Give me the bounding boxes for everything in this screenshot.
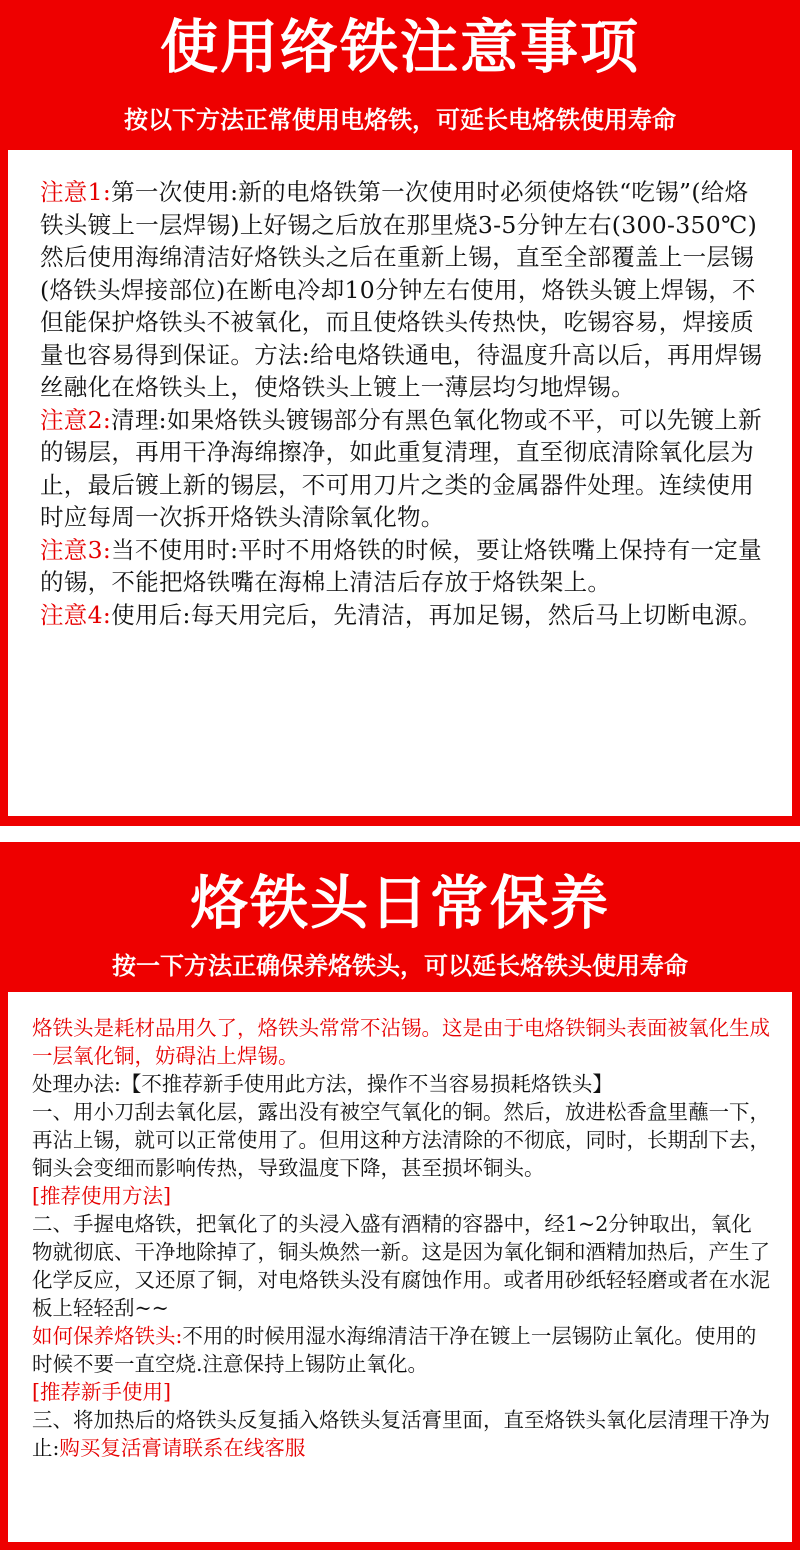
intro-text: 烙铁头是耗材品用久了，烙铁头常常不沾锡。这是由于电烙铁铜头表面被氧化生成一层氧化铜，妨碍沾上焊锡。 — [32, 1016, 770, 1068]
section-subtitle: 按以下方法正常使用电烙铁，可延长电烙铁使用寿命 — [124, 106, 676, 134]
note-text: 使用后:每天用完后，先清洁，再加足锡，然后马上切断电源。 — [111, 600, 762, 629]
section-title: 烙铁头日常保养 — [189, 869, 610, 937]
notes-text — [40, 176, 766, 631]
maintain-label: 如何保养烙铁头: — [32, 1324, 183, 1348]
section-divider — [0, 826, 800, 842]
newbie-label: [推荐新手使用] — [32, 1380, 171, 1404]
maintain-text: 不用的时候用湿水海绵清洁干净在镀上一层锡防止氧化。使用的时候不要一直空烧.注意保持上锡防止氧化。 — [32, 1324, 757, 1376]
recommend-label: [推荐使用方法] — [32, 1184, 171, 1208]
note-label: 注意3: — [40, 535, 112, 564]
maintenance-text — [32, 1014, 772, 1462]
notes-panel — [8, 150, 792, 816]
section-subtitle: 按一下方法正确保养烙铁头，可以延长烙铁头使用寿命 — [112, 952, 688, 980]
note-label: 注意2: — [40, 405, 112, 434]
contact-service-text: 购买复活膏请联系在线客服 — [59, 1436, 306, 1460]
maintenance-section — [0, 842, 800, 1550]
note-text: 当不使用时:平时不用烙铁的时候，要让烙铁嘴上保持有一定量的锡，不能把烙铁嘴在海棉上清洁后存放于烙铁架上。 — [40, 535, 762, 596]
method-one: 一、用小刀刮去氧化层，露出没有被空气氧化的铜。然后，放进松香盒里蘸一下，再沾上锡，就可以正常使用了。但用这种方法清除的不彻底，同时，长期刮下去，铜头会变细而影响传热，导致温度下降，甚至损坏铜头。 — [32, 1100, 770, 1180]
method-line: 处理办法:【不推荐新手使用此方法，操作不当容易损耗烙铁头】 — [32, 1072, 613, 1096]
note-label: 注意1: — [40, 178, 112, 206]
method-two: 二、手握电烙铁，把氧化了的头浸入盛有酒精的容器中，经1~2分钟取出，氧化物就彻底、干净地除掉了，铜头焕然一新。这是因为氧化铜和酒精加热后，产生了化学反应，又还原了铜，对电烙铁头没有腐蚀作用。或者用砂纸轻轻磨或者在水泥板上轻轻刮~~ — [32, 1212, 770, 1320]
section-title: 使用络铁注意事项 — [159, 13, 640, 81]
note-text: 第一次使用:新的电烙铁第一次使用时必须使烙铁“吃锡”(给烙铁头镀上一层焊锡)上好锡之后放在那里烧3-5分钟左右(300-350℃)然后使用海绵清洁好烙铁头之后在重新上锡，直至全部覆盖上一层锡(烙铁头焊接部位)在断电冷却10分钟左右使用，烙铁头镀上焊锡，不但能保护烙铁头不被氧化，而且使烙铁头传热快，吃锡容易，焊接质量也容易得到保证。方法:给电烙铁通电，待温度升高以后，再用焊锡丝融化在烙铁头上，使烙铁头上镀上一薄层均匀地焊锡。 — [40, 178, 763, 401]
note-label: 注意4: — [40, 600, 112, 629]
maintenance-panel — [8, 992, 792, 1542]
note-text: 清理:如果烙铁头镀锡部分有黑色氧化物或不平，可以先镀上新的锡层，再用干净海绵擦净，如此重复清理，直至彻底清除氧化层为止，最后镀上新的锡层，不可用刀片之类的金属器件处理。连续使用时应每周一次拆开烙铁头清除氧化物。 — [40, 405, 762, 531]
method-three: 三、将加热后的烙铁头反复插入烙铁头复活膏里面，直至烙铁头氧化层清理干净为止: — [32, 1408, 770, 1460]
